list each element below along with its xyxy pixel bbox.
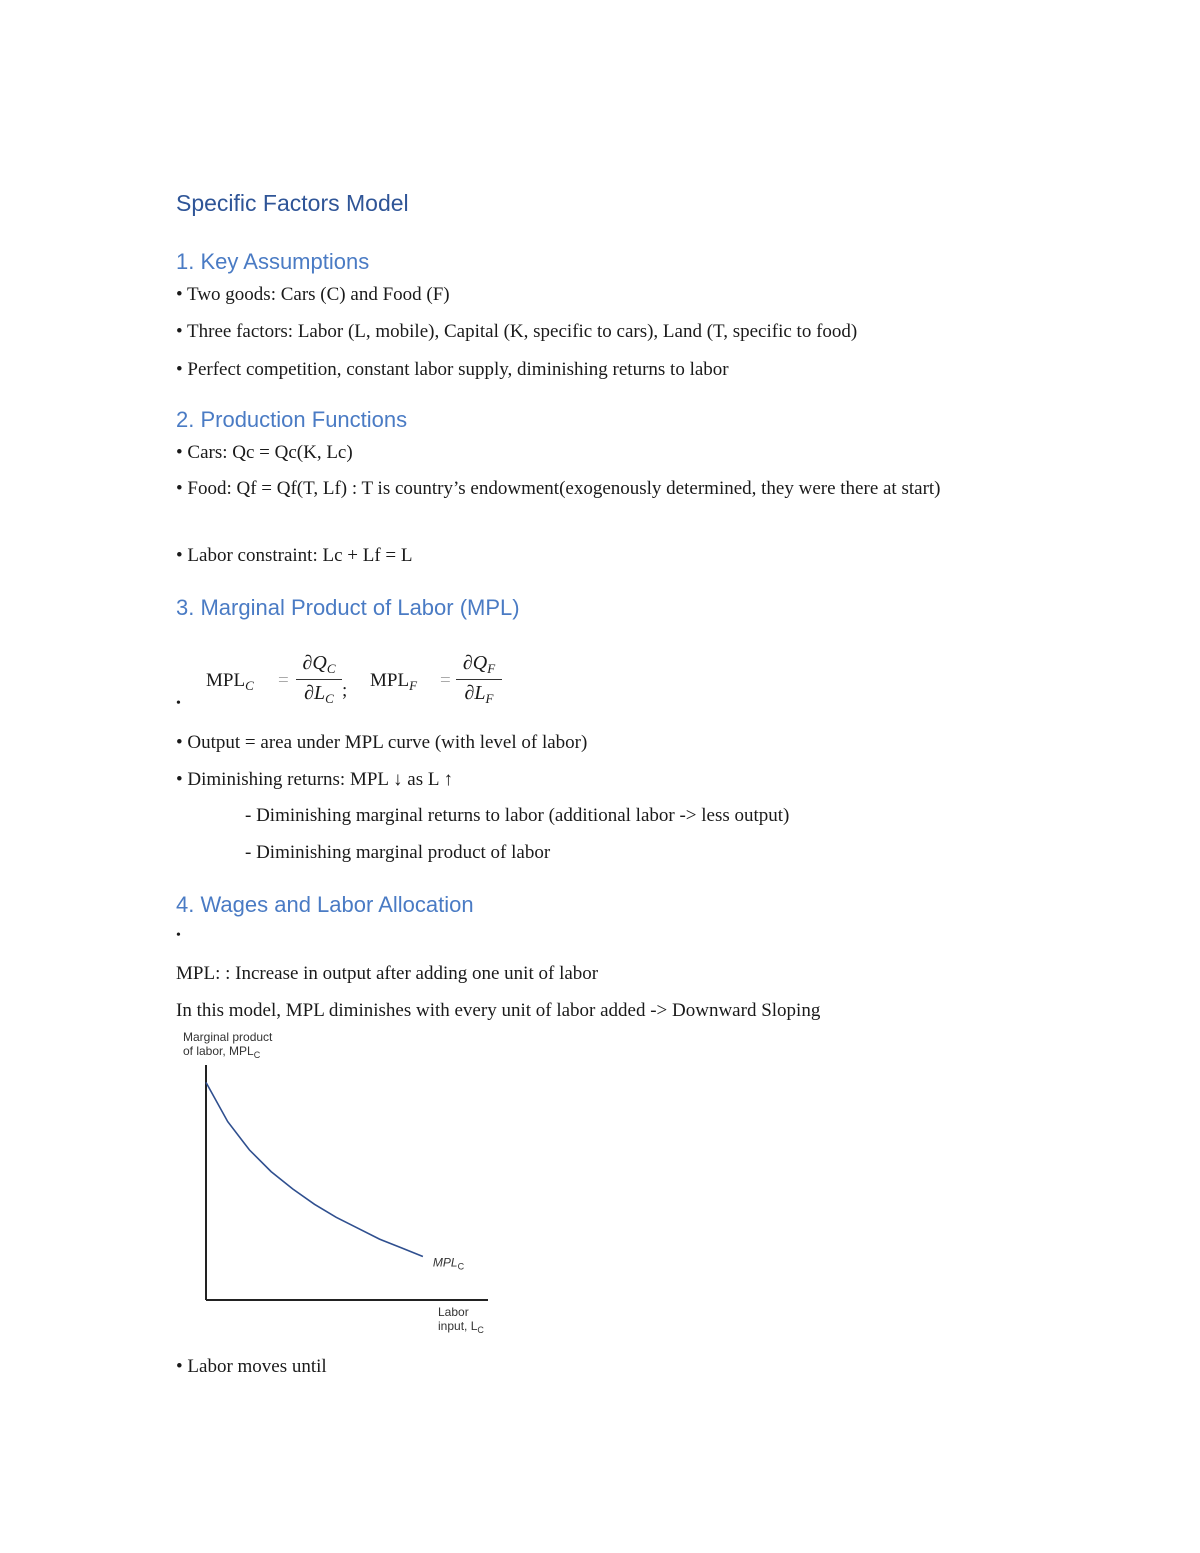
section-heading-wages: 4. Wages and Labor Allocation — [176, 892, 474, 917]
formula-text: ∂Q — [302, 652, 327, 674]
series-label-sub: C — [457, 1261, 465, 1272]
list-item: • Cars: Qc = Qc(K, Lc) — [176, 442, 353, 463]
formula-mpl-f-label — [370, 670, 417, 694]
formula-text: MPL — [206, 670, 246, 691]
list-item: • Perfect competition, constant labor supply, diminishing returns to labor — [176, 359, 729, 380]
section-heading-key-assumptions: 1. Key Assumptions — [176, 249, 370, 274]
formula-bullet: • — [176, 696, 181, 711]
page-title: Specific Factors Model — [176, 190, 409, 216]
list-item: • Three factors: Labor (L, mobile), Capital (K, specific to cars), Land (T, specific to food) — [176, 321, 858, 342]
formula-fraction-f — [456, 652, 502, 707]
formula-denominator — [296, 682, 342, 707]
formula-equals: = — [278, 670, 289, 691]
formula-equals: = — [440, 670, 451, 691]
y-axis-label-line2 — [183, 1044, 261, 1060]
series-label-text: MPL — [432, 1255, 458, 1270]
formula-text: ∂Q — [462, 652, 488, 674]
formula-sub: C — [245, 678, 254, 693]
formula-text: ∂L — [464, 682, 486, 704]
fraction-bar — [296, 679, 342, 680]
y-axis-label-line1: Marginal product — [183, 1030, 273, 1044]
section-heading-production-functions: 2. Production Functions — [176, 407, 408, 432]
y-axis-label-text: of labor, MPL — [183, 1044, 254, 1058]
series-line-mpl-c — [206, 1082, 423, 1256]
sub-list-item: - Diminishing marginal product of labor — [245, 842, 551, 863]
formula-fraction-c — [296, 652, 342, 707]
paragraph: MPL: : Increase in output after adding one unit of labor — [176, 963, 599, 984]
x-axis-label-line1: Labor — [438, 1305, 469, 1319]
empty-bullet: • — [176, 928, 181, 943]
section-heading-mpl: 3. Marginal Product of Labor (MPL) — [176, 595, 520, 620]
formula-separator: ; — [342, 680, 348, 701]
paragraph: In this model, MPL diminishes with every unit of labor added -> Downward Sloping — [176, 1000, 821, 1021]
y-axis-label-sub: C — [253, 1050, 261, 1060]
list-item: • Two goods: Cars (C) and Food (F) — [176, 284, 450, 305]
list-item: • Diminishing returns: MPL ↓ as L ↑ — [176, 769, 454, 790]
formula-sub: F — [485, 691, 494, 706]
formula-sub: C — [325, 691, 334, 706]
formula-text: ∂L — [304, 682, 326, 704]
sub-list-item: - Diminishing marginal returns to labor (additional labor -> less output) — [245, 805, 790, 826]
formula-text: MPL — [370, 670, 410, 691]
list-item: • Labor constraint: Lc + Lf = L — [176, 545, 413, 566]
formula-numerator — [456, 652, 502, 677]
x-axis-label-line2 — [438, 1319, 484, 1335]
x-axis-label-sub: C — [477, 1325, 484, 1335]
series-label-mpl-c — [433, 1256, 465, 1272]
list-item: • Output = area under MPL curve (with level of labor) — [176, 732, 588, 753]
formula-sub: F — [409, 678, 418, 693]
formula-numerator — [296, 652, 342, 677]
list-item: • Labor moves until — [176, 1356, 327, 1377]
mpl-chart — [170, 1025, 510, 1345]
formula-mpl-c-label — [206, 670, 254, 694]
formula-sub: C — [326, 661, 336, 676]
list-item: • Food: Qf = Qf(T, Lf) : T is country’s endowment(exogenously determined, they were there at start) — [176, 478, 941, 499]
x-axis-label-text: input, L — [438, 1319, 478, 1333]
formula-denominator — [456, 682, 502, 707]
fraction-bar — [456, 679, 502, 680]
formula-sub: F — [487, 661, 496, 676]
